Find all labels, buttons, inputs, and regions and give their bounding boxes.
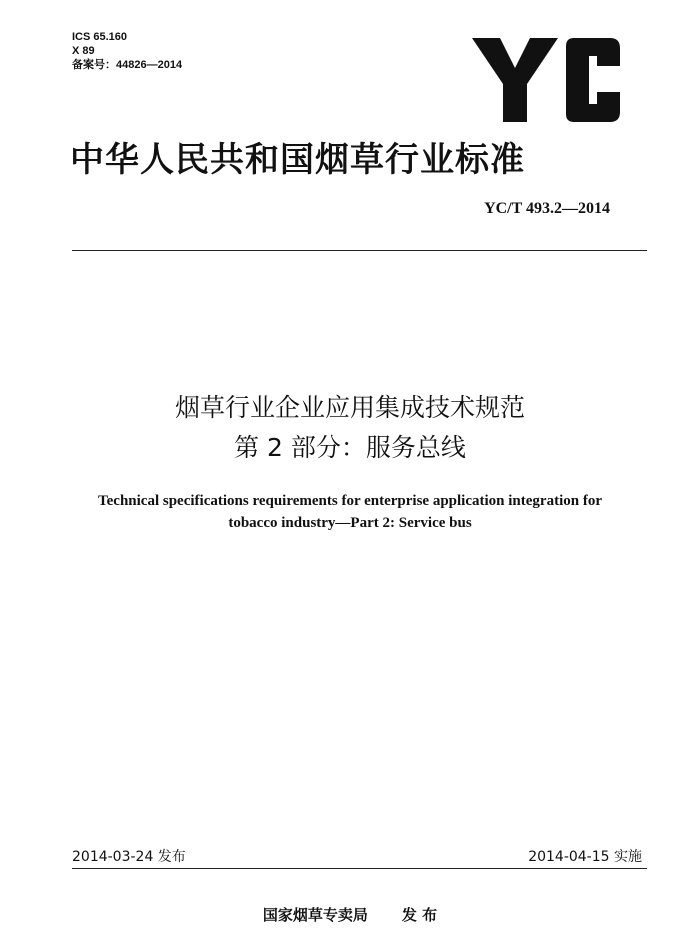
standard-category-title: 中华人民共和国烟草行业标准	[70, 140, 525, 180]
standard-code: YC/T 493.2—2014	[484, 200, 610, 217]
top-divider	[72, 250, 647, 251]
yc-logo-letter-y	[472, 38, 558, 122]
release-date: 2014-03-24 发布	[72, 849, 186, 865]
chinese-title-line-1: 烟草行业企业应用集成技术规范	[174, 393, 525, 422]
publisher-name: 国家烟草专卖局	[262, 906, 368, 924]
yc-logo-letter-c	[566, 38, 620, 122]
english-title-line-1: Technical specifications requirements for enterprise application integration for	[98, 493, 602, 509]
record-number: 备案号：44826—2014	[72, 59, 183, 71]
ics-code: ICS 65.160	[72, 31, 128, 43]
publisher-line	[0, 904, 700, 925]
document-meta	[72, 30, 182, 72]
publisher-action: 发 布	[401, 906, 438, 924]
bottom-divider	[72, 868, 647, 869]
chinese-title-line-2: 第 2 部分：服务总线	[234, 433, 466, 462]
yc-logo	[470, 26, 630, 126]
classification-code: X 89	[72, 45, 95, 57]
implementation-date: 2014-04-15 实施	[528, 849, 642, 865]
english-title-line-2: tobacco industry—Part 2: Service bus	[228, 515, 472, 531]
